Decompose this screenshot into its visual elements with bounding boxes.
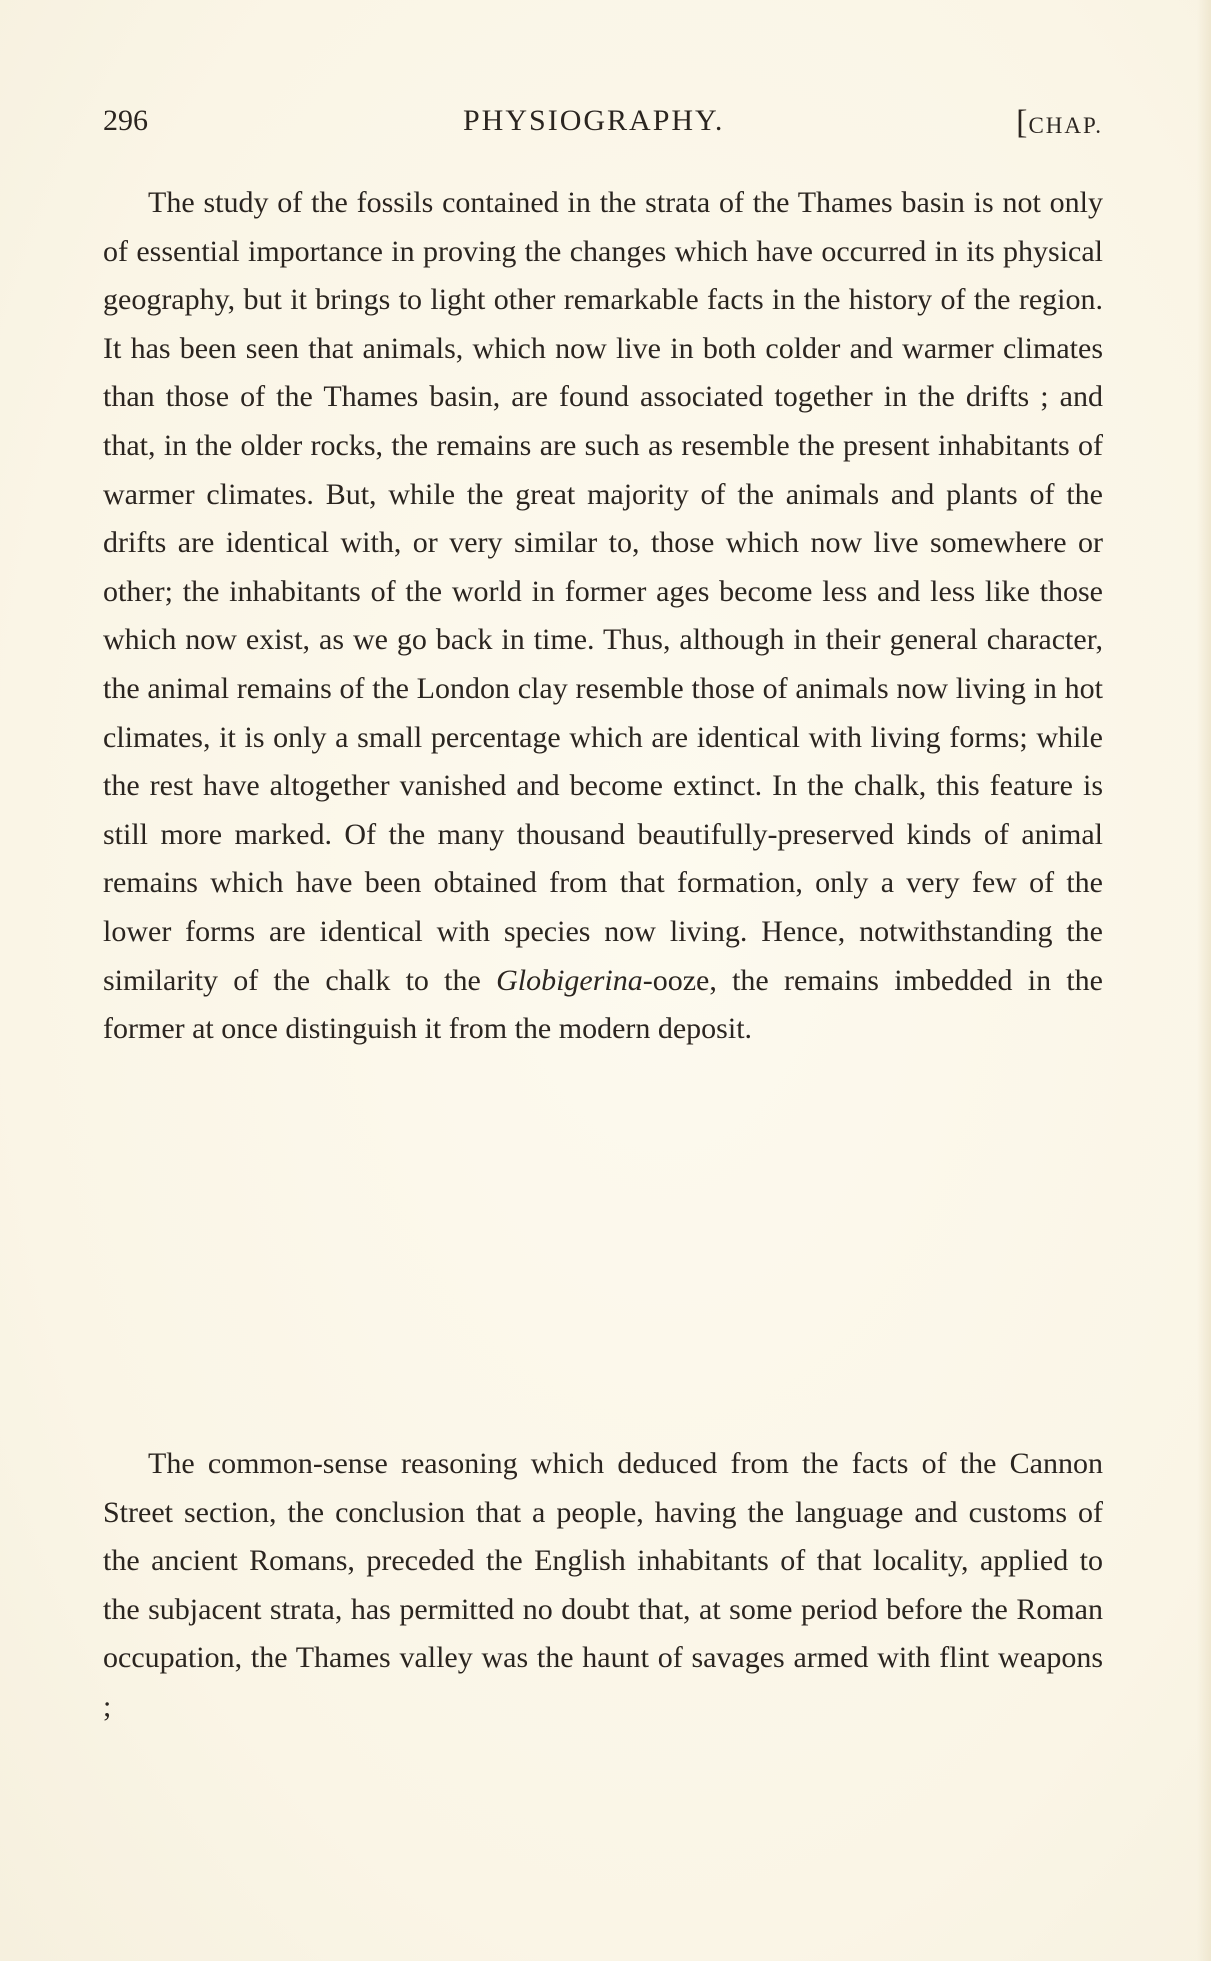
chapter-mark xyxy=(1016,104,1103,142)
running-header xyxy=(103,104,1103,144)
paragraph-2-text: The common-sense reasoning which deduced from the facts of the Cannon Street section, the conclusion that a people, having the language and customs of the ancient Romans, preceded the English inhabitants of that locality, applied to the subjacent strata, has permitted no doubt that, at some period before the Roman occupation, the Thames valley was the haunt of savages armed with flint weapons ; xyxy=(103,1447,1103,1723)
page-number: 296 xyxy=(103,104,148,137)
paragraph-text xyxy=(103,179,1103,1054)
globigerina-term: Globigerina xyxy=(496,963,643,997)
paragraph-cannon-street xyxy=(103,1440,1103,1732)
chapter-bracket: [ xyxy=(1016,104,1029,141)
paragraph-fossils xyxy=(103,179,1103,1054)
paragraph-1-text-a: The study of the fossils contained in the strata of the Thames basin is not only of essential importance in proving the changes which have occurred in its physical geography, but it brings to light other remarkable facts in the history of the region. It has been seen that animals, which now live in both colder and warmer climates than those of the Thames basin, are found associated together in the drifts ; and that, in the older rocks, the remains are such as resemble the present inhabitants of warmer climates. But, while the great majority of the animals and plants of the drifts are identical with, or very similar to, those which now live somewhere or other; the inhabitants of the world in former ages become less and less like those which now exist, as we go back in time. Thus, although in their general character, the animal remains of the London clay resemble those of animals now living in hot climates, it is only a small percentage which are identical with living forms; while the rest have altogether vanished and become extinct. In the chalk, this feature is still more marked. Of the many thousand beautifully-preserved kinds of animal remains which have been obtained from that formation, only a very few of the lower forms are identical with species now living. Hence, notwithstanding the similarity of the chalk to the xyxy=(103,186,1103,997)
paragraph-1-text-b: -ooze, the remains imbedded in the former at once distinguish it from the modern deposit. xyxy=(103,963,1103,1046)
running-title: PHYSIOGRAPHY. xyxy=(463,104,725,137)
page-edge-shadow xyxy=(1197,0,1211,1961)
chapter-label: CHAP. xyxy=(1028,113,1103,138)
